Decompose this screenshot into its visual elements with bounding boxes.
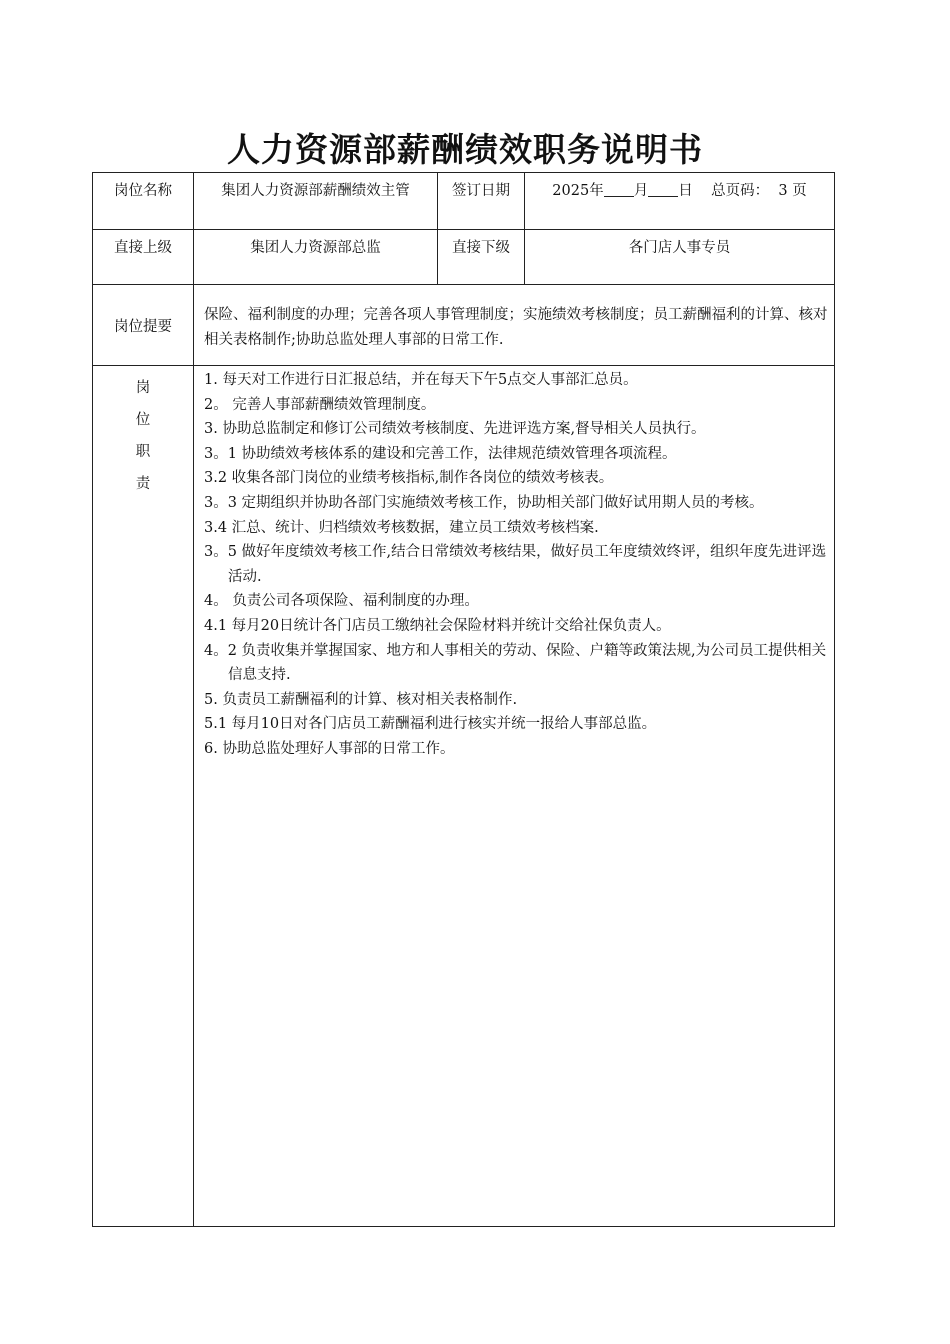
duty-item: 3。3 定期组织并协助各部门实施绩效考核工作，协助相关部门做好试用期人员的考核。 bbox=[204, 494, 764, 511]
row-position bbox=[93, 173, 835, 230]
duty-item: 3.2 收集各部门岗位的业绩考核指标,制作各岗位的绩效考核表。 bbox=[204, 470, 614, 487]
summary-label: 岗位提要 bbox=[93, 285, 194, 366]
date-year: 2025年 bbox=[552, 183, 604, 199]
date-month: 月 bbox=[633, 183, 649, 199]
duty-item: 6. 协助总监处理好人事部的日常工作。 bbox=[204, 740, 455, 757]
duties-label-char: 岗 bbox=[135, 380, 151, 396]
duty-item: 5. 负责员工薪酬福利的计算、核对相关表格制作. bbox=[204, 691, 518, 708]
document-title: 人力资源部薪酬绩效职务说明书 bbox=[227, 130, 703, 169]
position-name-value: 集团人力资源部薪酬绩效主管 bbox=[194, 173, 438, 230]
duties-label-char: 位 bbox=[135, 412, 151, 428]
duties-label bbox=[93, 366, 194, 1227]
duties-label-char: 职 bbox=[135, 444, 151, 460]
superior-value: 集团人力资源部总监 bbox=[194, 230, 438, 285]
duty-item: 1. 每天对工作进行日汇报总结，并在每天下午5点交人事部汇总员。 bbox=[204, 372, 638, 388]
row-summary bbox=[93, 285, 835, 366]
duties-label-char: 责 bbox=[135, 476, 151, 492]
summary-text: 保险、福利制度的办理；完善各项人事管理制度；实施绩效考核制度；员工薪酬福利的计算、核对相关表格制作;协助总监处理人事部的日常工作. bbox=[194, 285, 835, 366]
sign-date-value bbox=[525, 173, 835, 230]
duty-item: 2。 完善人事部薪酬绩效管理制度。 bbox=[204, 396, 436, 413]
duty-item: 4.1 每月20日统计各门店员工缴纳社会保险材料并统计交给社保负责人。 bbox=[204, 617, 671, 634]
duties-list bbox=[194, 366, 835, 1227]
month-blank[interactable] bbox=[604, 182, 634, 197]
subordinate-label: 直接下级 bbox=[438, 230, 525, 285]
sign-date-label: 签订日期 bbox=[438, 173, 525, 230]
duty-item: 3。1 协助绩效考核体系的建设和完善工作，法律规范绩效管理各项流程。 bbox=[204, 445, 677, 462]
duty-item: 3.4 汇总、统计、归档绩效考核数据，建立员工绩效考核档案. bbox=[204, 519, 599, 536]
duty-item: 5.1 每月10日对各门店员工薪酬福利进行核实并统一报给人事部总监。 bbox=[204, 716, 657, 733]
date-day: 日 bbox=[678, 183, 693, 199]
row-reporting bbox=[93, 230, 835, 285]
total-pages-value: 3 页 bbox=[778, 183, 807, 199]
position-name-label: 岗位名称 bbox=[93, 173, 194, 230]
duty-item: 4。2 负责收集并掌握国家、地方和人事相关的劳动、保险、户籍等政策法规,为公司员工提供相关信息支持. bbox=[204, 642, 827, 684]
superior-label: 直接上级 bbox=[93, 230, 194, 285]
total-pages-label: 总页码： bbox=[711, 183, 770, 199]
duty-item: 3。5 做好年度绩效考核工作,结合日常绩效考核结果，做好员工年度绩效终评，组织年度先进评选活动. bbox=[204, 544, 827, 585]
duty-item: 3. 协助总监制定和修订公司绩效考核制度、先进评选方案,督导相关人员执行。 bbox=[204, 421, 706, 438]
duty-item: 4。 负责公司各项保险、福利制度的办理。 bbox=[204, 593, 479, 610]
row-duties bbox=[93, 366, 835, 1227]
subordinate-value: 各门店人事专员 bbox=[525, 230, 835, 285]
day-blank[interactable] bbox=[648, 182, 678, 197]
job-description-table bbox=[92, 172, 835, 1227]
